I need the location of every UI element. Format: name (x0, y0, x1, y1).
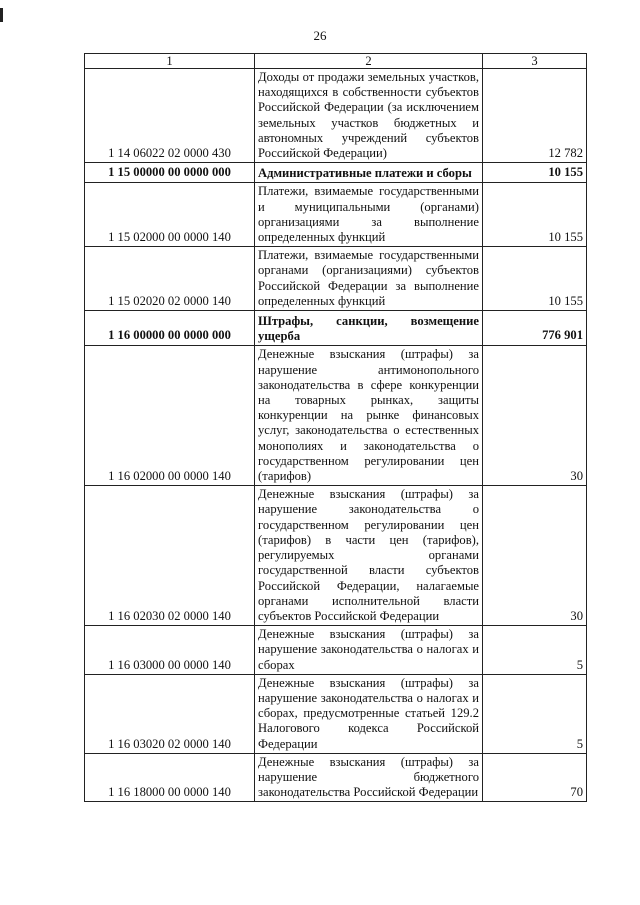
row-amount: 10 155 (483, 247, 587, 311)
row-code: 1 16 02030 02 0000 140 (85, 486, 255, 626)
column-header-name: 2 (255, 54, 483, 69)
row-code: 1 14 06022 02 0000 430 (85, 69, 255, 163)
table-row (85, 346, 587, 486)
row-code: 1 15 02000 00 0000 140 (85, 183, 255, 247)
row-amount: 12 782 (483, 69, 587, 163)
column-header-amount: 3 (483, 54, 587, 69)
table-row (85, 247, 587, 311)
table-row-section (85, 163, 587, 183)
row-name: Штрафы, санкции, возмещение ущерба (255, 311, 483, 346)
table-row (85, 69, 587, 163)
row-amount: 5 (483, 626, 587, 675)
row-amount: 10 155 (483, 163, 587, 183)
row-name: Платежи, взимаемые государственными и муниципальными (органами) организациями за выполнение определенных функций (255, 183, 483, 247)
row-code: 1 16 00000 00 0000 000 (85, 311, 255, 346)
row-name: Денежные взыскания (штрафы) за нарушение законодательства о налогах и сборах, предусмотренные статьей 129.2 Налогового кодекса Российской Федерации (255, 674, 483, 753)
table-row (85, 626, 587, 675)
column-header-code: 1 (85, 54, 255, 69)
budget-revenue-table (84, 53, 587, 802)
table-row (85, 183, 587, 247)
row-name: Денежные взыскания (штрафы) за нарушение антимонопольного законодательства в сфере конкуренции на товарных рынках, защиты конкуренции на рынке финансовых услуг, законодательства о естественных монополиях и законодательства о государственном регулировании цен (тарифов) (255, 346, 483, 486)
row-name: Доходы от продажи земельных участков, находящихся в собственности субъектов Российской Федерации (за исключением земельных участков бюджетных и автономных учреждений субъектов Российской Федерации) (255, 69, 483, 163)
table-row-section (85, 311, 587, 346)
table-row (85, 674, 587, 753)
page-number: 26 (313, 28, 327, 43)
row-name: Денежные взыскания (штрафы) за нарушение законодательства о налогах и сборах (255, 626, 483, 675)
row-code: 1 16 03020 02 0000 140 (85, 674, 255, 753)
row-code: 1 15 00000 00 0000 000 (85, 163, 255, 183)
row-amount: 30 (483, 346, 587, 486)
table-row (85, 753, 587, 802)
row-amount: 30 (483, 486, 587, 626)
row-name: Платежи, взимаемые государственными органами (организациями) субъектов Российской Федерации за выполнение определенных функций (255, 247, 483, 311)
row-amount: 776 901 (483, 311, 587, 346)
row-amount: 5 (483, 674, 587, 753)
scan-edge-mark (0, 8, 3, 22)
row-code: 1 16 18000 00 0000 140 (85, 753, 255, 802)
row-amount: 70 (483, 753, 587, 802)
row-code: 1 16 03000 00 0000 140 (85, 626, 255, 675)
table-row (85, 486, 587, 626)
row-name: Денежные взыскания (штрафы) за нарушение законодательства о государственном регулировании цен (тарифов) в части цен (тарифов), регулируемых органами государственной власти субъектов Российской Федерации, налагаемые органами исполнительной власти субъектов Российской Федерации (255, 486, 483, 626)
row-name: Административные платежи и сборы (255, 163, 483, 183)
row-code: 1 15 02020 02 0000 140 (85, 247, 255, 311)
row-code: 1 16 02000 00 0000 140 (85, 346, 255, 486)
row-amount: 10 155 (483, 183, 587, 247)
row-name: Денежные взыскания (штрафы) за нарушение бюджетного законодательства Российской Федерации (255, 753, 483, 802)
table-header-row (85, 54, 587, 69)
